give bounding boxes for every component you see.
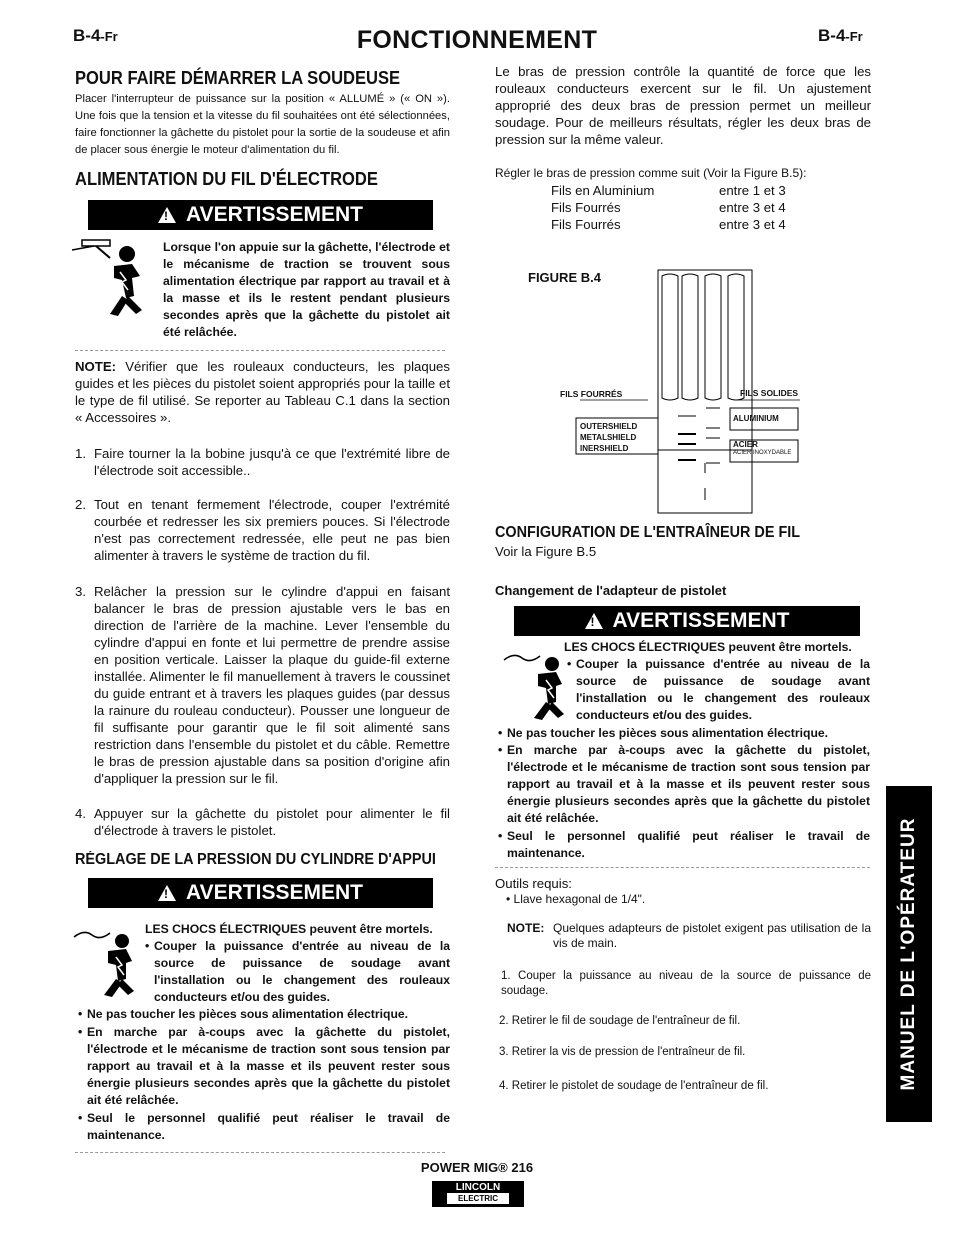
warning-text: Lorsque l'on appuie sur la gâchette, l'électrode et le mécanisme de traction se trouvent sous alimentation électrique par rapport au travail et à la masse et ils le restent pendant plusieurs secondes après que la gâchette du pistolet ait été relâchée.	[163, 240, 450, 339]
tools-item: • Llave hexagonal de 1/4".	[506, 892, 646, 906]
electric-shock-icon	[500, 648, 572, 720]
setting-wire: Fils Fourrés	[551, 217, 621, 232]
warning-bullet: • Seul le personnel qualifié peut réaliser le travail de maintenance.	[78, 1111, 450, 1142]
warning-bullet: • Couper la puissance d'entrée au niveau de la source de puissance de soudage avant l'installation ou le changement des rouleaux conducteurs et/ou des guides.	[145, 939, 450, 1004]
intro-paragraph: Le bras de pression contrôle la quantité de force que les rouleaux conducteurs exercent sur le fil. Un ajustement approprié des deux bras de pression permet un meilleur soudage. Pour de meilleurs résultats, régler les deux bras de pression sur la même valeur.	[495, 64, 871, 147]
page-title: FONCTIONNEMENT	[356, 26, 598, 54]
adapter-note: NOTE: Quelques adapteurs de pistolet exigent pas utilisation de la vis de main.	[507, 921, 871, 950]
figure-label-solid: FILS SOLIDES	[740, 388, 799, 398]
lincoln-electric-logo: LINCOLN ELECTRIC	[432, 1181, 524, 1207]
warning-banner: ! AVERTISSEMENT	[88, 878, 433, 908]
divider	[495, 867, 870, 868]
warning-bullet: • Ne pas toucher les pièces sous alimentation électrique.	[78, 1007, 409, 1021]
warning-bullet: • En marche par à-coups avec la gâchette du pistolet, l'électrode et le mécanisme de traction sont sous tension par rapport au travail et à la masse et ils peuvent rester sous énergie plusieurs secondes après que la gâchette du pistolet ait été relâchée.	[78, 1025, 450, 1107]
figure-caption: FIGURE B.4	[528, 270, 601, 285]
figure-wire-list: OUTERSHIELD METALSHIELD INERSHIELD	[580, 422, 638, 453]
list-item: 2. Tout en tenant fermement l'électrode, couper l'extrémité courbée et redresser les six premiers pouces. Si l'électrode n'est pas correctement redressée, elle peut ne pas bien alimenter à travers le système de traction du fil.	[75, 497, 450, 563]
setting-range: entre 3 et 4	[719, 217, 786, 232]
start-paragraph: Placer l'interrupteur de puissance sur la position « ALLUMÉ » (« ON »). Une fois que la tension et la vitesse du fil souhaitées ont été sélectionnées, faire fonctionner la gâchette du pistolet pour la sortie de la soudeuse et afin de placer sous énergie le moteur d'alimentation du fil.	[75, 93, 450, 156]
warning-triangle-icon	[585, 613, 603, 629]
setting-wire: Fils Fourrés	[551, 200, 621, 215]
list-item: 4. Retirer le pistolet de soudage de l'entraîneur de fil.	[499, 1080, 769, 1092]
page-code-left: B-4-Fr	[73, 26, 118, 45]
warning-bullet: • Couper la puissance d'entrée au niveau de la source de puissance de soudage avant l'installation ou le changement des rouleaux conducteurs et/ou des guides.	[567, 657, 870, 722]
note-paragraph: NOTE: Vérifier que les rouleaux conducteurs, les plaques guides et les pièces du pistolet soient appropriés pour la taille et le type de fil utilisé. Se reporter au Tableau C.1 dans la section « Accessoires ».	[75, 359, 450, 425]
warning-banner: ! AVERTISSEMENT	[88, 200, 433, 230]
figure-label-aluminium: ALUMINIUM	[733, 414, 779, 423]
list-item: 1. Couper la puissance au niveau de la source de puissance de soudage.	[501, 970, 871, 997]
warning-banner: ! AVERTISSEMENT	[514, 606, 860, 636]
warning-triangle-icon	[158, 885, 176, 901]
section-title-feed: ALIMENTATION DU FIL D'ÉLECTRODE	[75, 169, 378, 189]
setting-range: entre 1 et 3	[719, 183, 786, 198]
electric-shock-icon	[70, 236, 152, 318]
warning-lead: LES CHOCS ÉLECTRIQUES peuvent être mortels.	[564, 640, 852, 654]
page-code-right: B-4-Fr	[818, 26, 863, 45]
list-item: 1. Faire tourner la la bobine jusqu'à ce que l'extrémité libre de l'électrode soit accessible..	[75, 446, 450, 478]
list-item: 3. Relâcher la pression sur le cylindre d'appui en faisant balancer le bras de pression ajustable vers le bas en direction de l'arrière de la machine. Lever l'ensemble du cylindre d'appui en fonte et lui permettre de prendre assise en position verticale. Laisser la plaque du guide-fil externe installée. Alimenter le fil manuellement à travers le coussinet du guide entrant et à travers les plaques guides (par dessus la rainure du rouleau conducteur). Pousser une longueur de fil suffisante pour garantir que le fil soit alimenté sans restriction dans l'ensemble du pistolet et du câble. Remettre le bras de pression ajustable dans sa position d'origine afin d'appliquer la pression sur le fil.	[75, 584, 450, 786]
list-item: 2. Retirer le fil de soudage de l'entraîneur de fil.	[499, 1015, 741, 1027]
warning-bullet: • Ne pas toucher les pièces sous alimentation électrique.	[498, 726, 829, 740]
section-title-config: CONFIGURATION DE L'ENTRAÎNEUR DE FIL	[495, 524, 801, 541]
config-subtitle: Voir la Figure B.5	[495, 544, 597, 559]
list-item: 4. Appuyer sur la gâchette du pistolet pour alimenter le fil d'électrode à travers le pistolet.	[75, 806, 450, 838]
divider	[75, 1152, 445, 1153]
setting-range: entre 3 et 4	[719, 200, 786, 215]
setting-intro: Régler le bras de pression comme suit (Voir la Figure B.5):	[495, 166, 807, 180]
divider	[75, 350, 445, 351]
side-tab: MANUEL DE L'OPÉRATEUR	[886, 786, 932, 1122]
footer-model: POWER MIG® 216	[420, 1160, 534, 1175]
setting-wire: Fils en Aluminium	[551, 183, 655, 198]
warning-bullet: • Seul le personnel qualifié peut réaliser le travail de maintenance.	[498, 829, 870, 860]
warning-triangle-icon	[158, 207, 176, 223]
figure-label-steel: ACIER	[733, 440, 758, 449]
figure-label-cored: FILS FOURRÉS	[560, 389, 623, 399]
adapter-title: Changement de l'adapteur de pistolet	[495, 583, 727, 598]
list-item: 3. Retirer la vis de pression de l'entraîneur de fil.	[499, 1046, 746, 1058]
warning-lead: LES CHOCS ÉLECTRIQUES peuvent être mortels.	[145, 922, 433, 936]
section-title-pressure: RÉGLAGE DE LA PRESSION DU CYLINDRE D'APPUI	[75, 851, 436, 868]
section-title-start: POUR FAIRE DÉMARRER LA SOUDEUSE	[75, 68, 401, 88]
figure-label-stainless: ACIER INOXYDABLE	[733, 450, 792, 456]
warning-bullet: • En marche par à-coups avec la gâchette du pistolet, l'électrode et le mécanisme de traction sont sous tension par rapport au travail et à la masse et ils peuvent rester sous énergie plusieurs secondes après que la gâchette du pistolet ait été relâchée.	[498, 743, 870, 825]
tools-label: Outils requis:	[495, 876, 572, 891]
electric-shock-icon	[70, 925, 142, 997]
